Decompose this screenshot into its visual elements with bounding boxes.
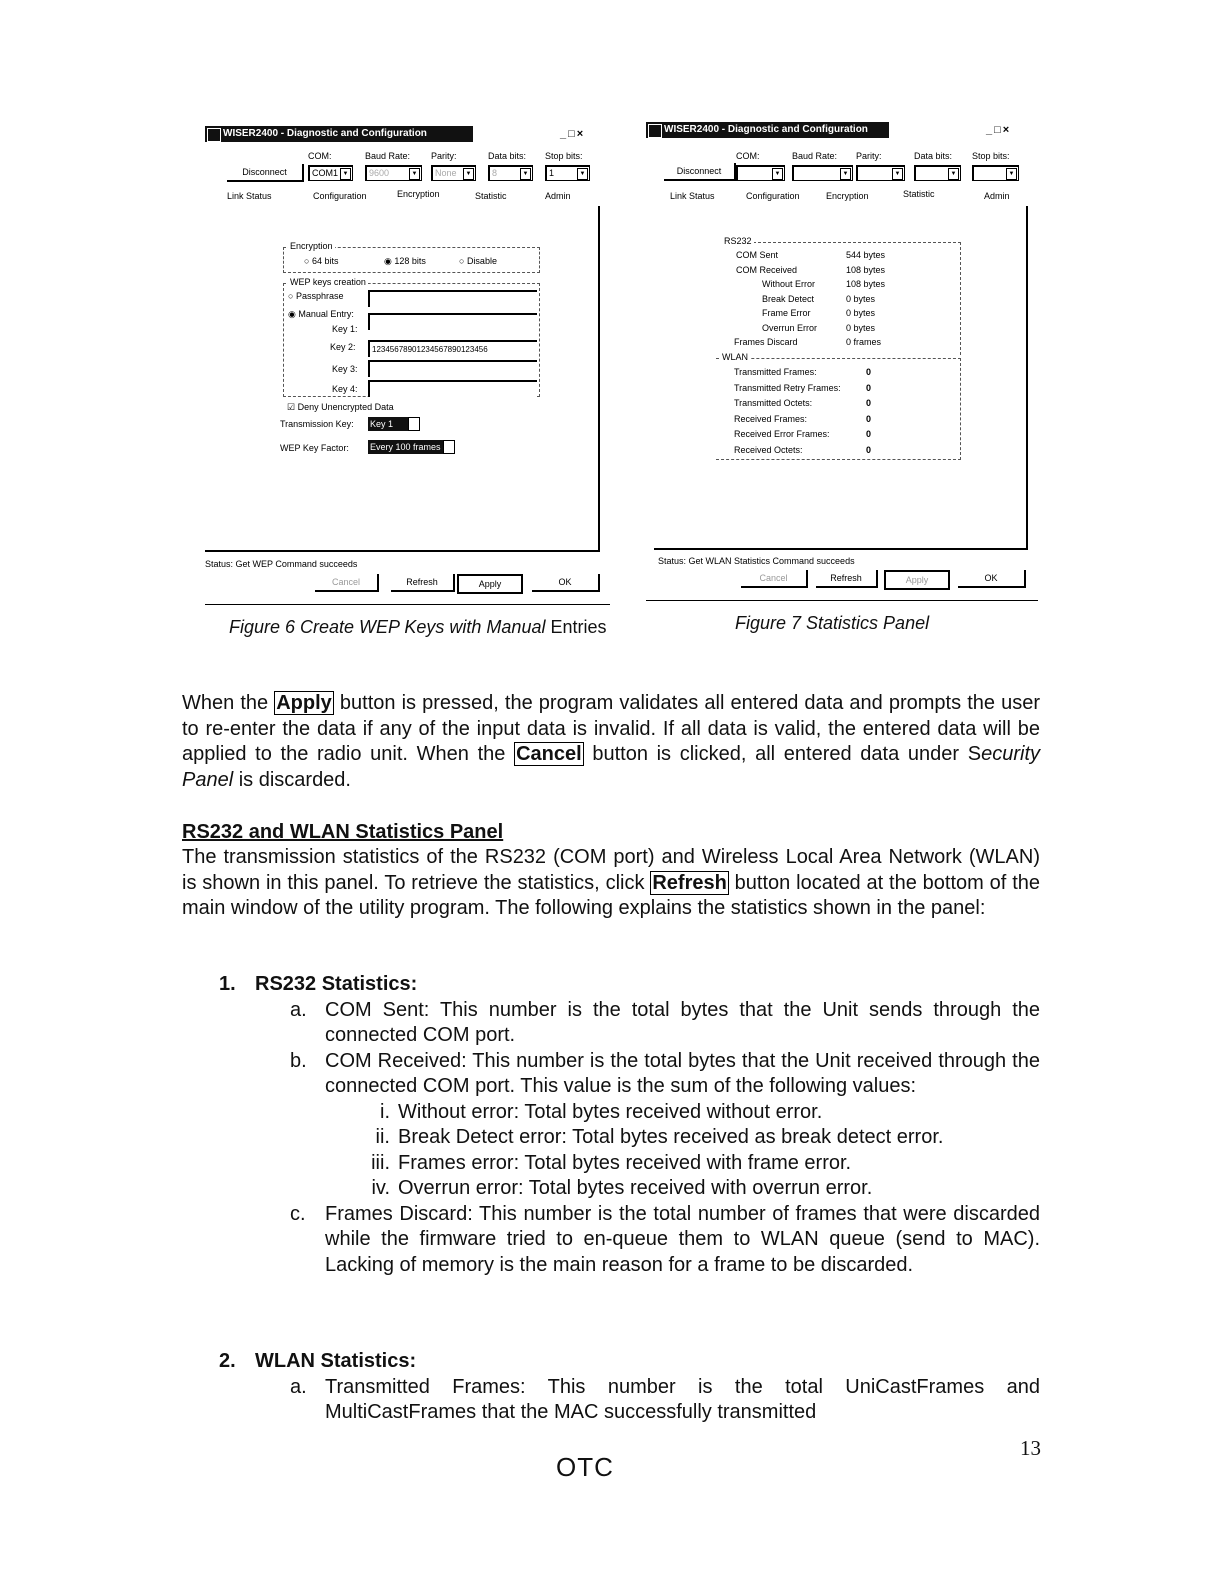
stat-value: 108 bytes [846,279,886,289]
radio-label: Manual Entry: [298,309,354,319]
chevron-down-icon: ▼ [577,168,588,180]
figure7-caption: Figure 7 Statistics Panel [735,613,930,633]
tab-encryption[interactable]: Encryption [826,191,869,201]
list-title: WLAN Statistics: [255,1350,417,1372]
databits-value: 8 [492,168,498,178]
list-marker: a. [290,998,307,1021]
stat-label: Without Error [762,279,816,289]
tab-link-status[interactable]: Link Status [227,191,272,201]
wep-keys-group [283,277,540,397]
chevron-down-icon: ▼ [772,168,783,180]
chevron-down-icon: ▼ [840,168,851,180]
chevron-down-icon: ▼ [340,168,351,180]
key3-label: Key 3: [332,364,358,374]
stat-value: 0 [866,444,872,455]
statistics-window [646,122,1038,602]
apply-cancel-paragraph [182,691,1040,793]
cancel-button[interactable]: Cancel [315,574,379,592]
stat-label: Transmitted Frames: [734,367,817,377]
list-item-text: Frames error: Total bytes received with frame error. [398,1151,852,1174]
tab-statistic[interactable]: Statistic [475,191,507,201]
wep-key-factor-label: WEP Key Factor: [280,443,349,453]
com-label: COM: [308,151,332,161]
ok-button[interactable]: OK [532,574,600,592]
list-number: 2. [219,1350,236,1372]
figure-bottom-rule [205,604,610,605]
list-title: RS232 Statistics: [255,973,418,995]
parity-select[interactable] [856,165,905,181]
chevron-down-icon: ▼ [1006,168,1017,180]
spinner-arrows-icon [408,417,420,431]
list-item-text: Transmitted Frames: This number is the total UniCastFrames and MultiCastFrames that the MAC successfully transmitted [325,1375,1040,1423]
title-bar [646,122,889,138]
page-number: 13 [1020,1436,1041,1460]
stopbits-value: 1 [549,168,555,178]
stat-value: 544 bytes [846,250,886,260]
ok-button[interactable]: OK [958,570,1026,588]
rs232-statistics-list [182,972,1040,1278]
list-item-text: Frames Discard: This number is the total number of frames that were discarded while the firmware tried to en-queue them to WLAN queue (send to MAC). Lacking of memory is the main reason for a frame to be discarded. [325,1202,1040,1276]
list-marker: i. [380,1100,390,1123]
spinner-arrows-icon [443,440,455,454]
databits-label: Data bits: [914,151,953,161]
stopbits-select[interactable] [972,165,1019,181]
window-title: WISER2400 - Diagnostic and Configuration [223,128,427,139]
text: button located at the bottom of the main window of the utility program. The following explains the statistics shown in the panel: [182,871,1040,919]
com-label: COM: [736,151,760,161]
sub-list-item [182,1100,1040,1126]
app-icon [207,128,221,142]
panel-border [1026,206,1028,548]
app-icon [648,124,662,138]
text: is discarded. [233,768,351,791]
key4-input[interactable] [368,380,537,397]
radio-label: 128 bits [394,256,426,266]
com-value: COM1 [312,168,339,178]
baud-label: Baud Rate: [792,151,838,161]
refresh-key-reference: Refresh [652,871,727,894]
stat-label: Received Frames: [734,413,808,424]
sub-list-item [182,1125,1040,1151]
chevron-down-icon: ▼ [892,168,903,180]
list-marker: a. [290,1375,307,1398]
stat-value: 0 [866,413,872,424]
radio-label: Disable [466,256,497,266]
title-bar [205,126,473,142]
cancel-key-reference: Cancel [516,743,582,765]
text: When the [182,692,275,714]
stopbits-select[interactable] [545,165,590,181]
status-divider [205,550,600,552]
list-marker: iv. [371,1177,390,1199]
figure6-caption [229,617,607,638]
list-number: 1. [219,973,236,995]
stat-value: 0 [866,382,872,393]
tab-statistic[interactable]: Statistic [903,189,935,199]
caption-text: Entries [545,617,607,637]
text: button is clicked, all entered data under S [583,743,982,765]
stat-label: Transmitted Retry Frames: [734,382,841,393]
deny-unencrypted-checkbox[interactable]: ☑ Deny Unencrypted Data [287,402,394,412]
key1-label: Key 1: [332,324,358,334]
group-title: Encryption [290,241,333,251]
stat-label: Transmitted Octets: [734,398,813,408]
stat-value: 0 [866,367,872,377]
panel-border [598,206,600,551]
spinner-value: Every 100 frames [370,442,441,452]
list-item-text: Overrun error: Total bytes received with overrun error. [398,1177,873,1199]
tab-admin[interactable]: Admin [984,191,1010,201]
baud-value: 9600 [369,168,390,178]
parity-select[interactable] [431,165,476,181]
stat-value: 0 bytes [846,322,876,333]
group-title: WEP keys creation [290,277,366,287]
wep-key-factor-spinner[interactable] [368,440,455,454]
radio-label: Passphrase [295,291,344,301]
baud-label: Baud Rate: [365,151,411,161]
transmission-key-spinner[interactable] [368,417,420,431]
refresh-button[interactable]: Refresh [391,574,455,592]
encryption-group [283,241,540,273]
figure-bottom-rule [646,600,1038,601]
list-item-text: COM Received: This number is the total bytes that the Unit received through the connected COM port. This value is the sum of the following values: [325,1049,1040,1097]
statistics-intro-paragraph [182,845,1040,922]
section-heading: RS232 and WLAN Statistics Panel [182,821,504,843]
sub-list-item [182,1151,1040,1177]
list-item [182,998,1040,1049]
tab-link-status[interactable]: Link Status [670,191,715,201]
otc-logo: OTC [556,1452,614,1482]
list-marker: c. [290,1202,306,1225]
list-item-text: COM Sent: This number is the total bytes that the Unit sends through the connected COM port. [325,998,1040,1046]
list-marker: iii. [371,1151,390,1174]
window-controls[interactable]: _□× [560,128,586,140]
wlan-statistics-list [182,1349,1040,1426]
wep-config-window [205,126,610,606]
caption-text: Figure 6 Create WEP Keys with Manual [229,617,546,637]
radio-passphrase[interactable]: ○ Passphrase [288,291,344,301]
com-select[interactable] [308,165,353,181]
stat-value: 0 [866,429,872,439]
stat-label: COM Received [736,264,798,275]
key2-input[interactable]: 12345678901234567890123456 [368,340,537,357]
text: button is pressed, the program validates all entered data and prompts the user to re-enter the data if any of the input data is invalid. If all data is valid, the entered data will be applied to the radio unit. When the [182,692,1040,765]
stopbits-label: Stop bits: [545,151,583,161]
stat-label: Received Octets: [734,444,803,455]
stat-value: 0 bytes [846,308,876,318]
parity-label: Parity: [856,151,882,161]
radio-manual-entry[interactable]: ◉ Manual Entry: [288,309,354,319]
chevron-down-icon: ▼ [520,168,531,180]
status-divider [654,548,1028,550]
stat-value: 0 bytes [846,293,876,304]
parity-label: Parity: [431,151,457,161]
window-title: WISER2400 - Diagnostic and Configuration [664,124,868,135]
stat-label: Overrun Error [762,322,818,333]
stat-label: COM Sent [736,250,779,260]
wlan-group [716,352,961,460]
parity-value: None [435,168,457,178]
stopbits-label: Stop bits: [972,151,1010,161]
apply-button[interactable]: Apply [457,574,523,594]
tab-encryption[interactable]: Encryption [397,189,440,199]
chevron-down-icon: ▼ [948,168,959,180]
passphrase-input[interactable] [368,290,537,307]
list-item-text: Break Detect error: Total bytes received as break detect error. [398,1126,944,1148]
databits-select[interactable] [914,165,961,181]
status-text: Status: Get WEP Command succeeds [205,559,358,569]
stat-label: Frame Error [762,308,811,318]
radio-label: 64 bits [311,256,339,266]
disconnect-button[interactable]: Disconnect [227,164,304,182]
radio-disable[interactable]: ○ Disable [459,256,497,266]
spinner-value: Key 1 [370,419,394,429]
group-title: WLAN [722,352,749,362]
radio-64-bits[interactable]: ○ 64 bits [304,256,339,266]
radio-128-bits[interactable]: ◉ 128 bits [384,256,426,266]
databits-label: Data bits: [488,151,527,161]
tab-admin[interactable]: Admin [545,191,571,201]
apply-key-reference: Apply [276,692,332,714]
list-item [182,1202,1040,1279]
chevron-down-icon: ▼ [409,168,420,180]
stat-value: 0 [866,398,872,408]
key1-input[interactable] [368,313,537,330]
group-title: RS232 [724,236,752,246]
com-select[interactable] [736,165,785,181]
text: The transmission statistics of the RS232 (COM port) and Wireless Local Area Network (WLAN) is shown in this panel. To retrieve the statistics, click [182,846,1040,894]
list-item [182,1049,1040,1100]
list-marker: ii. [375,1126,390,1148]
baud-select[interactable] [365,165,422,181]
stat-label: Break Detect [762,293,815,304]
window-controls[interactable]: _□× [986,124,1012,136]
cancel-button[interactable]: Cancel [741,570,808,588]
databits-select[interactable] [488,165,533,181]
stat-value: 108 bytes [846,264,886,275]
sub-list-item [182,1176,1040,1202]
stat-label: Frames Discard [734,337,798,347]
status-text: Status: Get WLAN Statistics Command succeeds [658,556,855,566]
list-item [182,1375,1040,1426]
stat-value: 0 frames [846,337,882,347]
rs232-group [724,236,961,355]
chevron-down-icon: ▼ [463,168,474,180]
key4-label: Key 4: [332,384,358,394]
refresh-button[interactable]: Refresh [816,570,878,588]
list-item-text: Without error: Total bytes received without error. [398,1100,823,1123]
text: ecurity Panel [182,743,1040,791]
baud-select[interactable] [792,165,853,181]
stat-label: Received Error Frames: [734,429,830,439]
apply-button[interactable]: Apply [884,570,950,590]
transmission-key-label: Transmission Key: [280,419,354,429]
checkbox-label: Deny Unencrypted Data [297,402,394,412]
tab-configuration[interactable]: Configuration [313,191,367,201]
key2-label: Key 2: [330,342,356,352]
list-marker: b. [290,1049,307,1072]
tab-configuration[interactable]: Configuration [746,191,800,201]
key3-input[interactable] [368,360,537,377]
disconnect-button[interactable]: Disconnect [664,163,736,181]
